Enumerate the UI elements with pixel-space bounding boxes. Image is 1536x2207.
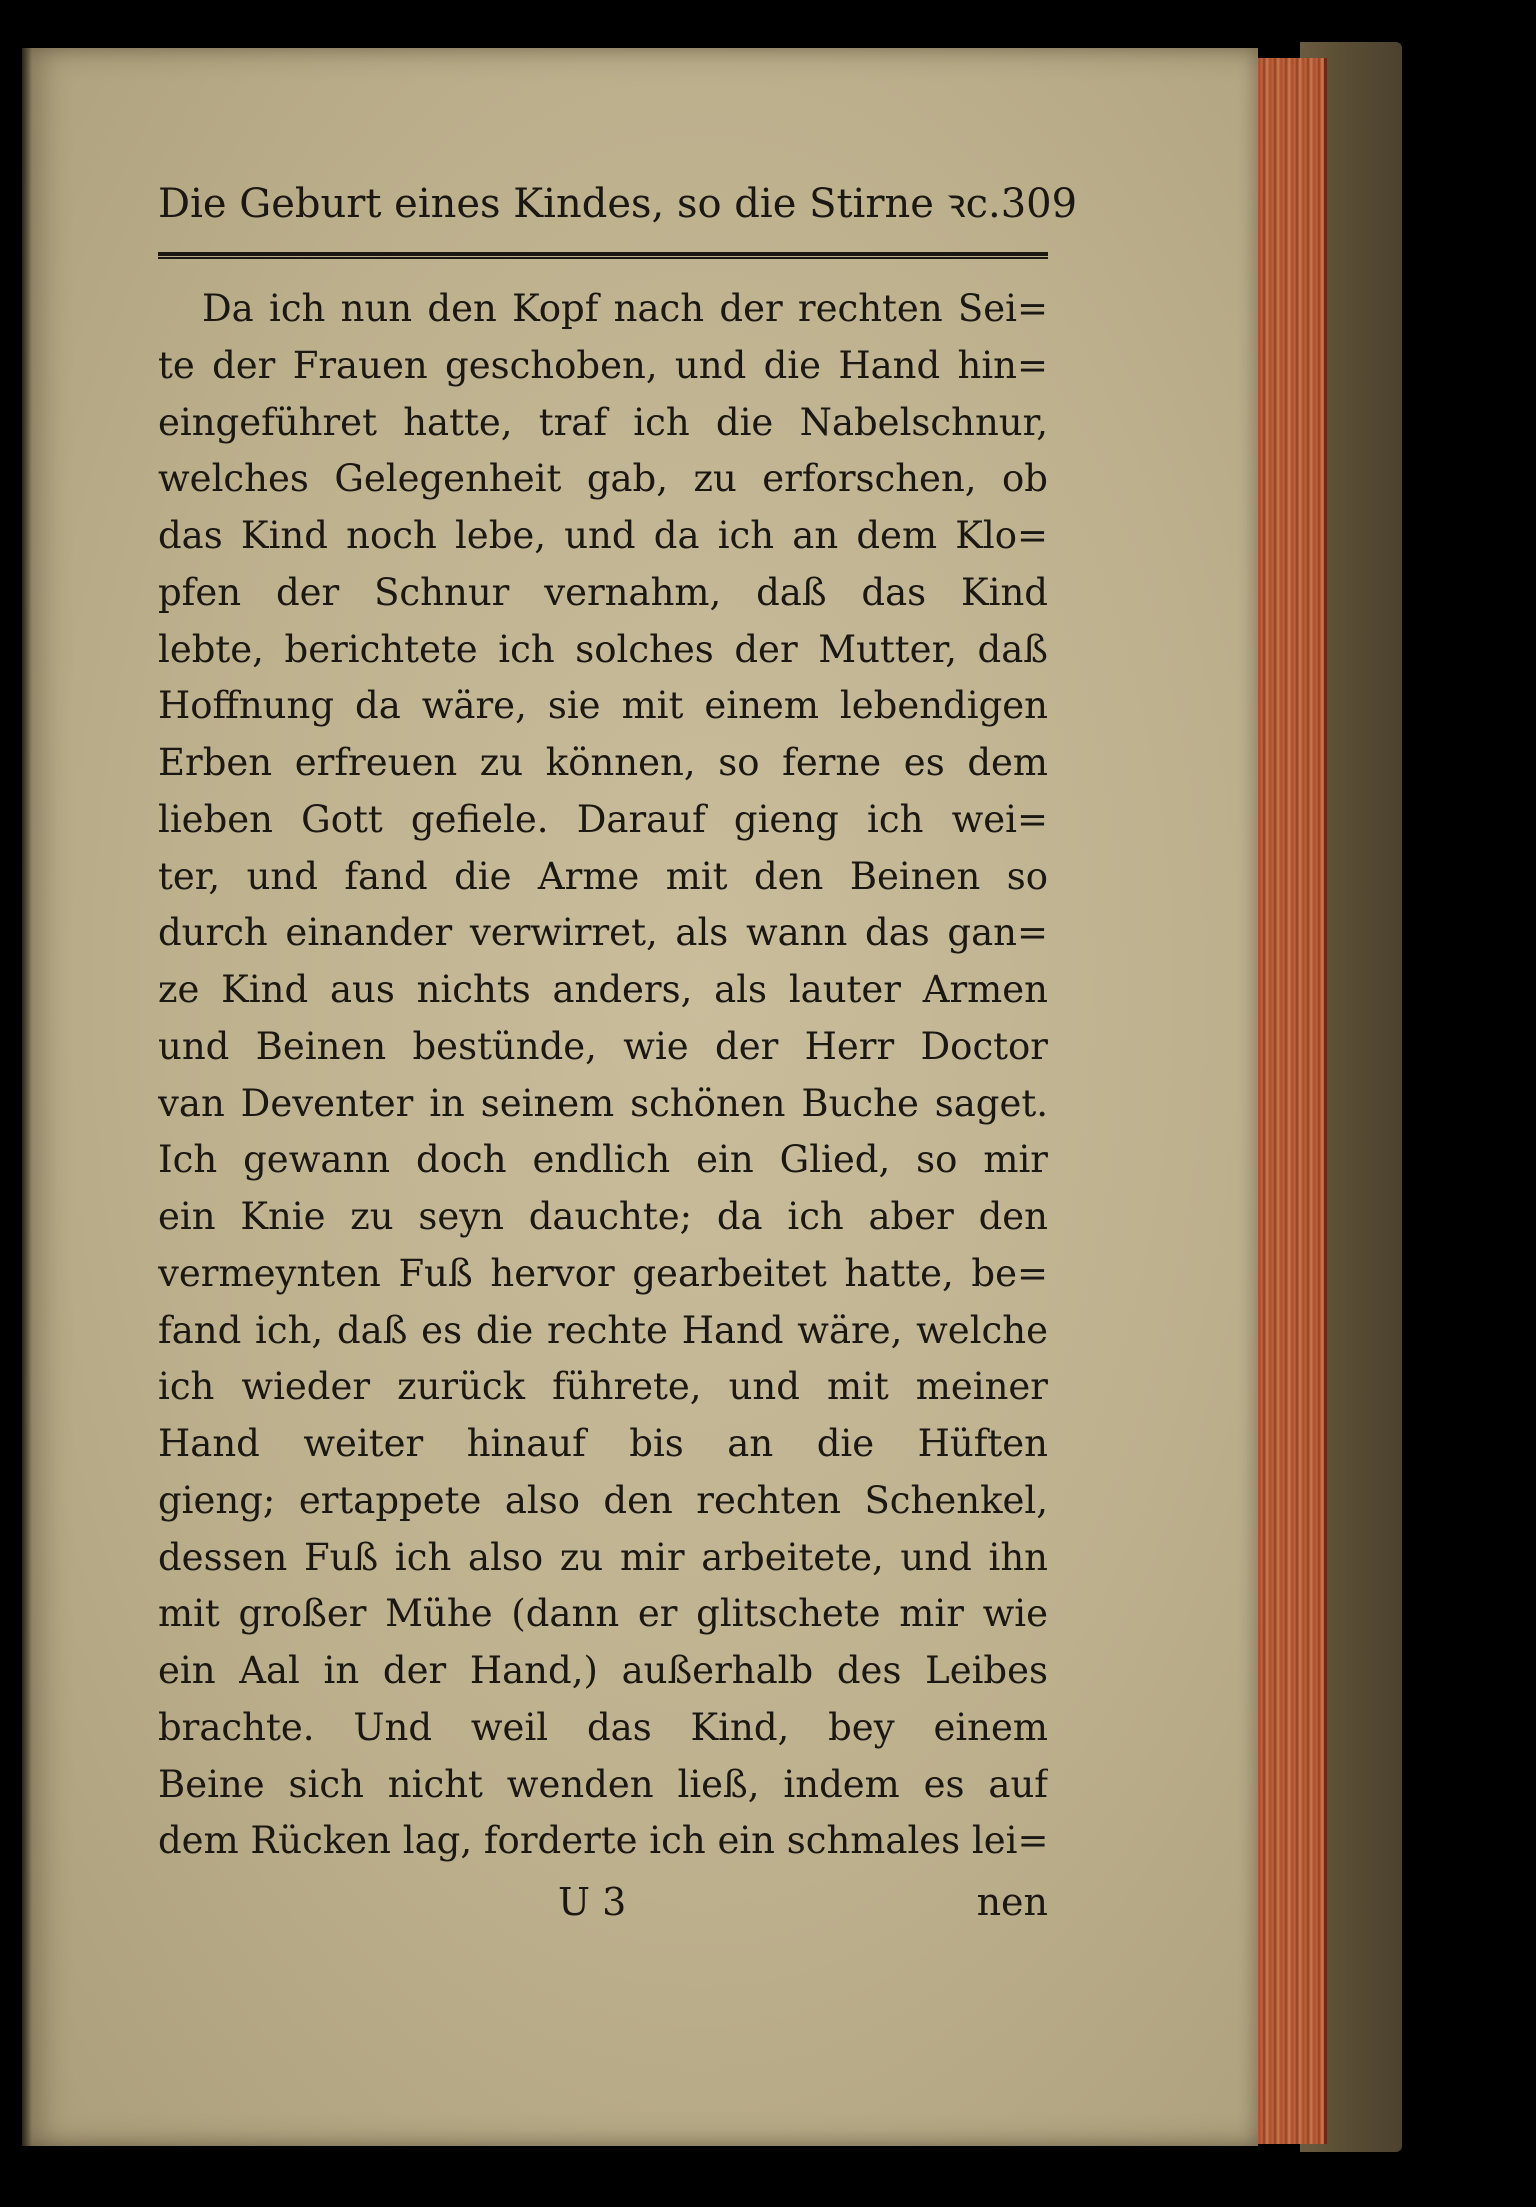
text-line: te der Frauen geschoben, und die Hand hin=	[158, 343, 1048, 387]
text-line: van Deventer in seinem schönen Buche saget.	[158, 1081, 1048, 1125]
text-line: dem Rücken lag, forderte ich ein schmales lei=	[158, 1819, 1048, 1863]
text-line: Ich gewann doch endlich ein Glied, so mir	[158, 1138, 1048, 1182]
text-line: durch einander verwirret, als wann das gan=	[158, 911, 1048, 955]
text-line: ein Aal in der Hand,) außerhalb des Leibes	[158, 1649, 1048, 1692]
text-line: ich wieder zurück führete, und mit meiner	[158, 1365, 1048, 1409]
text-line: lebte, berichtete ich solches der Mutter, daß	[158, 627, 1048, 671]
text-line: fand ich, daß es die rechte Hand wäre, welche	[158, 1308, 1048, 1352]
running-head	[158, 176, 1078, 232]
text-block	[158, 176, 1078, 1932]
text-line: welches Gelegenheit gab, zu erforschen, ob	[158, 457, 1048, 501]
body-text	[158, 281, 1048, 1870]
head-rule	[158, 252, 1048, 259]
text-line: gieng; ertappete also den rechten Schenkel,	[158, 1478, 1048, 1522]
running-title: Die Geburt eines Kindes, so die Stirne ꝛc.	[158, 181, 1001, 227]
text-line: Hand weiter hinauf bis an die Hüften	[158, 1422, 1048, 1465]
text-line: Beine sich nicht wenden ließ, indem es auf	[158, 1762, 1048, 1806]
text-line: lieben Gott gefiele. Darauf gieng ich wei=	[158, 797, 1048, 841]
text-line: Erben erfreuen zu können, so ferne es dem	[158, 741, 1048, 784]
text-line: eingeführet hatte, traf ich die Nabelschnur,	[158, 400, 1048, 444]
page-gutter-shadow	[22, 48, 32, 2146]
signature-mark: U 3	[558, 1880, 627, 1924]
text-line: pfen der Schnur vernahm, daß das Kind	[158, 570, 1048, 614]
page-footer	[158, 1872, 1048, 1932]
text-line: mit großer Mühe (dann er glitschete mir wie	[158, 1592, 1048, 1636]
text-line: vermeynten Fuß hervor gearbeitet hatte, be=	[158, 1251, 1048, 1295]
text-line: ein Knie zu seyn dauchte; da ich aber den	[158, 1195, 1048, 1238]
text-line: brachte. Und weil das Kind, bey einem	[158, 1705, 1048, 1749]
catchword: nen	[976, 1880, 1048, 1924]
text-line: dessen Fuß ich also zu mir arbeitete, und ihn	[158, 1535, 1048, 1579]
text-line: Da ich nun den Kopf nach der rechten Sei=	[202, 287, 1048, 330]
page-number: 309	[1000, 181, 1078, 227]
text-line: Hoffnung da wäre, sie mit einem lebendigen	[158, 684, 1048, 728]
text-line: ter, und fand die Arme mit den Beinen so	[158, 854, 1048, 898]
text-line: ze Kind aus nichts anders, als lauter Armen	[158, 968, 1048, 1011]
page-fore-edge	[1248, 58, 1327, 2144]
text-line: das Kind noch lebe, und da ich an dem Klo=	[158, 514, 1048, 557]
text-line: und Beinen bestünde, wie der Herr Doctor	[158, 1024, 1048, 1068]
